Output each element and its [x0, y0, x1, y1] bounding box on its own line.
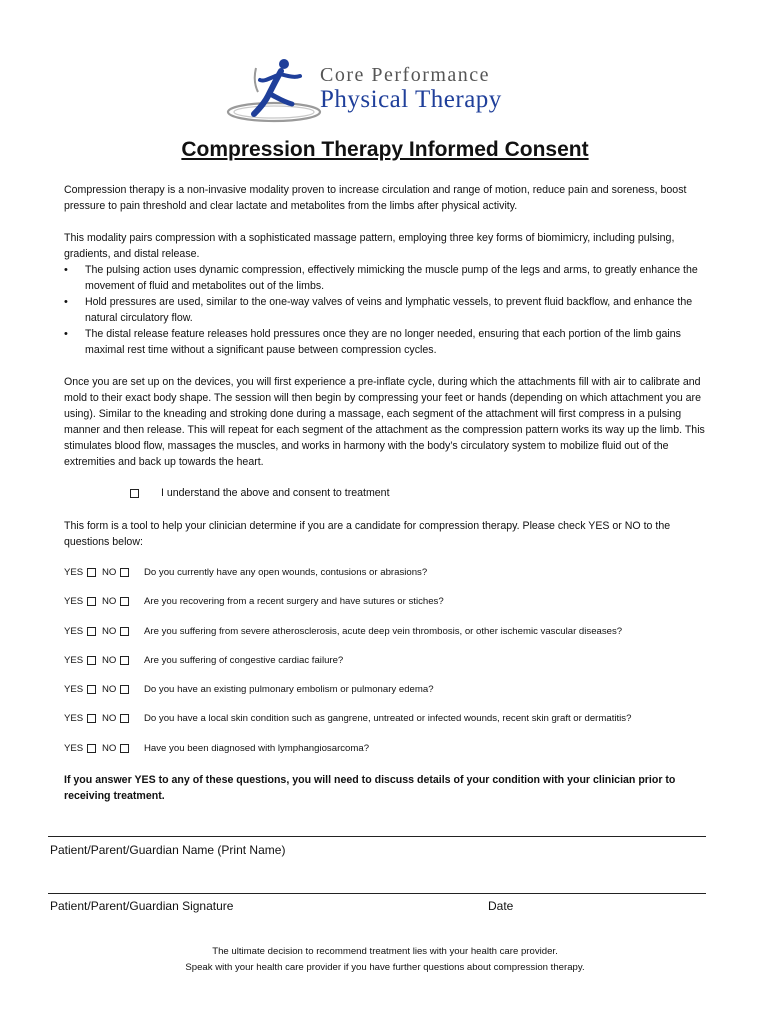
questions-intro: This form is a tool to help your clinician determine if you are a candidate for compression therapy. Please check YES or NO to the questions below:	[64, 520, 671, 548]
no-label: NO	[102, 684, 117, 696]
yes-label: YES	[64, 596, 84, 608]
no-label: NO	[102, 654, 117, 666]
consent-label: I understand the above and consent to treatment	[161, 487, 390, 499]
yes-label: YES	[64, 684, 84, 696]
question-text: Do you currently have any open wounds, contusions or abrasions?	[144, 567, 428, 578]
runner-logo-icon	[226, 54, 326, 126]
page-title	[0, 138, 770, 162]
no-label: NO	[102, 625, 117, 637]
warning-note: If you answer YES to any of these questions, you will need to discuss details of your condition with your clinician prior to receiving treatment.	[64, 774, 676, 802]
no-label: NO	[102, 567, 117, 578]
no-checkbox[interactable]	[120, 597, 129, 606]
question-row	[64, 596, 724, 625]
question-text: Do you have an existing pulmonary embolism or pulmonary edema?	[144, 684, 434, 696]
yes-label: YES	[64, 625, 84, 637]
logo-text-bottom: Physical Therapy	[320, 86, 502, 113]
no-checkbox[interactable]	[120, 568, 129, 577]
company-logo	[226, 54, 556, 126]
name-label: Patient/Parent/Guardian Name (Print Name)	[50, 843, 286, 857]
signature-label: Patient/Parent/Guardian Signature	[50, 899, 234, 913]
session-paragraph: Once you are set up on the devices, you will first experience a pre-inflate cycle, during which the attachments fill with air to calibrate and mold to their exact body shape. The session will then begin by compressing your feet or hands (depending on which attachment you are using). Similar to the kneading and stroking done during a massage, each segment of the attachment will first compress in a pulsing manner and then release. This will repeat for each segment of the attachment as the compression pattern works its way up the limb. This stimulates blood flow, massages the muscles, and works in harmony with the body’s circulatory system to mobilize fluid out of the extremities and back up towards the heart.	[64, 376, 705, 468]
question-text: Are you suffering from severe atherosclerosis, acute deep vein thrombosis, or other ischemic vascular diseases?	[144, 625, 623, 637]
list-item: • The pulsing action uses dynamic compression, effectively mimicking the muscle pump of the legs and arms, to greatly enhance the movement of fluid and metabolites out of the limbs.	[64, 262, 714, 294]
yes-label: YES	[64, 742, 84, 754]
no-checkbox[interactable]	[120, 714, 129, 723]
question-row	[64, 713, 724, 742]
question-row	[64, 655, 724, 684]
intro-paragraph: Compression therapy is a non-invasive modality proven to increase circulation and range of motion, reduce pain and soreness, boost pressure to pain threshold and clear lactate and metabolites from the limbs after physical activity.	[64, 184, 687, 212]
yes-checkbox[interactable]	[87, 597, 96, 606]
question-row	[64, 684, 724, 713]
no-checkbox[interactable]	[120, 627, 129, 636]
biomimicry-list	[64, 262, 714, 358]
page-title-text: Compression Therapy Informed Consent	[181, 138, 589, 161]
yes-label: YES	[64, 567, 84, 578]
name-signature-line[interactable]	[48, 836, 706, 837]
no-label: NO	[102, 742, 117, 754]
logo-text-top: Core Performance	[320, 64, 491, 86]
question-text: Are you recovering from a recent surgery and have sutures or stiches?	[144, 596, 444, 608]
consent-row	[130, 487, 390, 499]
list-item: • Hold pressures are used, similar to the one-way valves of veins and lymphatic vessels, to prevent fluid backflow, and enhance the natural circulatory flow.	[64, 294, 714, 326]
question-row	[64, 626, 724, 655]
yes-label: YES	[64, 713, 84, 725]
yes-label: YES	[64, 654, 84, 666]
consent-checkbox[interactable]	[130, 489, 139, 498]
yes-checkbox[interactable]	[87, 627, 96, 636]
modality-paragraph: This modality pairs compression with a sophisticated massage pattern, employing three key forms of biomimicry, including pulsing, gradients, and distal release.	[64, 232, 675, 260]
footer-line-2: Speak with your health care provider if you have further questions about compression therapy.	[185, 962, 585, 973]
question-row	[64, 743, 724, 772]
no-label: NO	[102, 713, 117, 725]
date-label: Date	[488, 899, 514, 913]
yes-checkbox[interactable]	[87, 656, 96, 665]
signature-line[interactable]	[48, 893, 706, 894]
yes-checkbox[interactable]	[87, 714, 96, 723]
no-checkbox[interactable]	[120, 656, 129, 665]
yes-checkbox[interactable]	[87, 744, 96, 753]
question-text: Do you have a local skin condition such as gangrene, untreated or infected wounds, recent skin graft or dermatitis?	[144, 713, 632, 725]
question-row	[64, 567, 724, 596]
list-item: • The distal release feature releases hold pressures once they are no longer needed, ensuring that each portion of the limb gains maximal rest time without a significant pause between compression cycles.	[64, 326, 714, 358]
yes-checkbox[interactable]	[87, 568, 96, 577]
no-label: NO	[102, 596, 117, 608]
no-checkbox[interactable]	[120, 744, 129, 753]
no-checkbox[interactable]	[120, 685, 129, 694]
screening-questions	[64, 567, 724, 772]
footer-line-1: The ultimate decision to recommend treatment lies with your health care provider.	[212, 946, 558, 957]
question-text: Have you been diagnosed with lymphangiosarcoma?	[144, 742, 370, 754]
yes-checkbox[interactable]	[87, 685, 96, 694]
question-text: Are you suffering of congestive cardiac failure?	[144, 654, 344, 666]
